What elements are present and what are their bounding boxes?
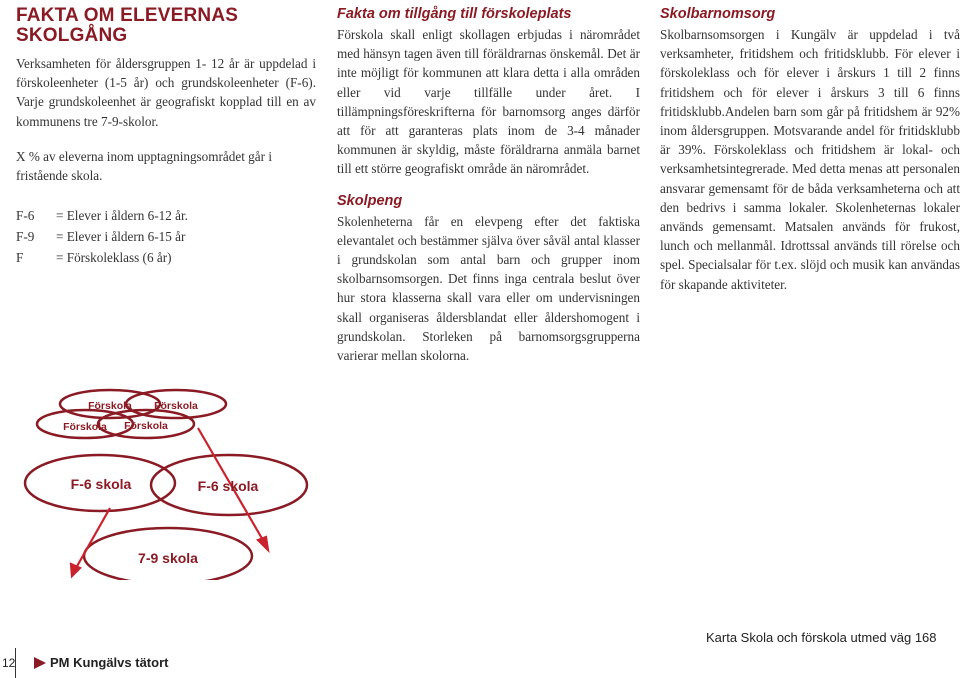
intro-paragraph: Verksamheten för åldersgruppen 1- 12 år är uppdelad i förskoleenheter (1-5 år) och grundskoleenheter (F-6). Varje grundskoleenhet är geografiskt kopplad till en av kommunens tre 7-9-skolor. xyxy=(16,56,316,129)
definition-abbr: F xyxy=(16,250,24,266)
definition-text: = Elever i åldern 6-15 år xyxy=(56,229,186,245)
private-school-paragraph: X % av eleverna inom upptagningsområdet går i fristående skola. xyxy=(16,148,272,184)
fact-column-3 xyxy=(660,6,960,294)
arrow-head-icon xyxy=(71,564,80,576)
after-school-heading: Skolbarnomsorg xyxy=(660,6,776,22)
definition-abbr: F-9 xyxy=(16,229,35,245)
fact-column-2 xyxy=(337,6,640,365)
preschool-access-heading: Fakta om tillgång till förskoleplats xyxy=(337,6,572,22)
triangle-icon xyxy=(34,657,46,669)
school-voucher-paragraph: Skolenheterna får en elevpeng efter det faktiska elevantalet och bestämmer själva över såväl antal klasser i grundskolan som antal barn och grupper inom skolbarnsomsorgen. Det finns inga centrala beslut över hur stora klasserna skall vara eller om undervisningen skall organiseras åldersblandat eller åldershomogent i grundskolan. Storleken på barnomsorgsgrupperna varierar mellan skolorna. xyxy=(337,213,640,364)
f6-school-label: F-6 skola xyxy=(197,478,259,494)
page-number: 12 xyxy=(0,648,16,678)
arrow-head-icon xyxy=(258,537,268,550)
after-school-paragraph: Skolbarnsomsorgen i Kungälv är uppdelad i två verksamheter, fritidshem och fritidsklubb. För elever i förskoleklass och för elever i årskurs 1 till 2 finns fritidshem och för elever i årskurs 3 till 6 finns fritidsklubb.Andelen barn som går på fritidshem är 92% inom åldersgruppen. Motsvarande andel för fritidsklubb är 39%. Förskoleklass och fritidshem är lokal- och verksamhetsintegrerade. Med detta menas att personalen ansvarar gemensamt för de båda verksamheterna och att den bedrivs i samma lokaler. Skolenheternas lokaler används gemensamt. Matsalen används för frukost, lunch och mellanmål. Idrottssal används till rörelse och spel. Specialsalar för t.ex. slöjd och musik kan användas för skapande aktiviteter. xyxy=(660,27,960,292)
section-footer xyxy=(34,655,168,670)
fact-column-1 xyxy=(16,6,316,268)
map-caption: Karta Skola och förskola utmed väg 168 xyxy=(706,630,937,645)
definition-list xyxy=(16,205,316,268)
definition-text: = Elever i åldern 6-12 år. xyxy=(56,208,188,224)
upper-school-label: 7-9 skola xyxy=(138,550,198,566)
definition-row xyxy=(16,247,316,268)
section-name: PM Kungälvs tätort xyxy=(50,655,169,670)
preschool-label: Förskola xyxy=(124,420,168,432)
definition-abbr: F-6 xyxy=(16,208,35,224)
f6-school-label: F-6 skola xyxy=(70,476,132,492)
school-structure-diagram xyxy=(0,380,400,580)
preschool-label: Förskola xyxy=(154,400,198,412)
preschool-access-paragraph: Förskola skall enligt skollagen erbjudas i närområdet med hänsyn tagen även till föräldrarnas önskemål. Det är inte möjligt för kommunen att klara detta i alla områden eller vid varje tillfälle under året. I tillämpningsföreskrifterna för barnomsorg anges därför att för att garanteras plats inom de 3-4 månader kommunen är skyldig, måste föräldrarna anmäla barnet till ett större geografiskt område än närområdet. xyxy=(337,27,640,177)
definition-text: = Förskoleklass (6 år) xyxy=(56,250,172,266)
preschool-label: Förskola xyxy=(88,400,132,412)
school-voucher-heading: Skolpeng xyxy=(337,192,403,209)
page-title: FAKTA OM ELEVERNAS SKOLGÅNG xyxy=(16,5,239,46)
definition-row xyxy=(16,205,316,226)
definition-row xyxy=(16,226,316,247)
preschool-label: Förskola xyxy=(63,421,107,433)
